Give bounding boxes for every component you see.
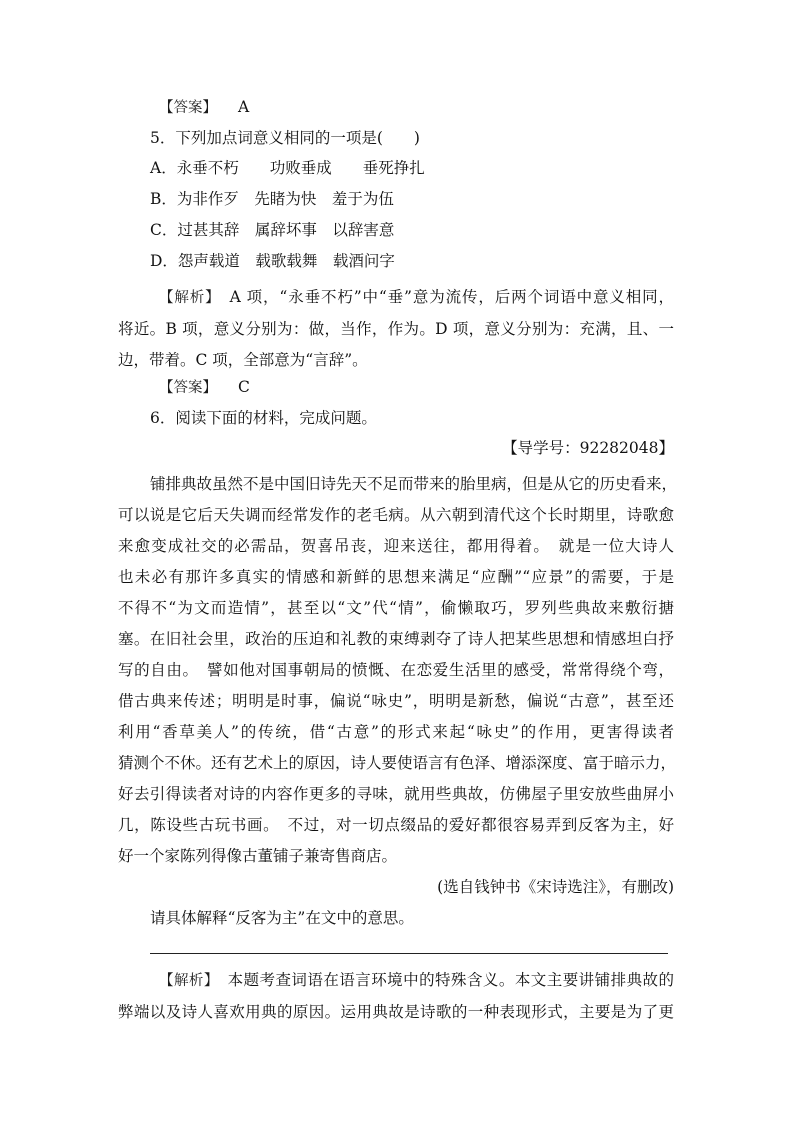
question-5-stem: 5．下列加点词意义相同的一项是( ) (150, 129, 420, 147)
analysis-label: 【解析】 (159, 290, 214, 306)
question-5-option-a: A．永垂不朽 功败垂成 垂死挣扎 (150, 159, 425, 177)
passage-source: (选自钱钟书《宋诗选注》，有删改) (437, 878, 674, 896)
passage-line: 不得不“为文而造情”，甚至以“文”代“情”，偷懒取巧，罗列些典故来敷衍搪 (118, 599, 674, 617)
passage-line: 好去引得读者对诗的内容作更多的寻味，就用些典故，仿佛屋子里安放些曲屏小 (118, 785, 674, 803)
answer-label: 【答案】 (159, 100, 217, 116)
passage-line: 塞。在旧社会里，政治的压迫和礼教的束缚剥夺了诗人把某些思想和情感坦白抒 (118, 630, 674, 648)
passage-line: 利用“香草美人”的传统，借“古意”的形式来起“咏史”的作用，更害得读者 (118, 723, 674, 741)
answer-blank-line (150, 953, 668, 954)
passage-line: 可以说是它后天失调而经常发作的老毛病。从六朝到清代这个长时期里，诗歌愈 (118, 506, 674, 524)
passage-line: 也未必有那许多真实的情感和新鲜的思想来满足“应酬”“应景”的需要，于是 (118, 568, 674, 586)
analysis-2-line-1: 【解析】 本题考查词语在语言环境中的特殊含义。本文主要讲铺排典故的 (159, 971, 674, 989)
question-5-option-c: C．过甚其辞 属辞坏事 以辞害意 (150, 221, 395, 239)
analysis-1-line-3: 边，带着。C 项，全部意为“言辞”。 (118, 351, 368, 369)
guide-number: 【导学号：92282048】 (502, 439, 674, 457)
passage-line: 借古典来传述；明明是时事，偏说“咏史”，明明是新愁，偏说“古意”，甚至还 (118, 692, 674, 710)
analysis-1 (118, 282, 674, 376)
passage-line: 来愈变成社交的必需品，贺喜吊丧，迎来送往，都用得着。 就是一位大诗人 (118, 537, 674, 555)
analysis-1-line-2: 将近。B 项，意义分别为：做，当作，作为。D 项，意义分别为：充满，且、一 (118, 320, 674, 338)
question-6-prompt: 请具体解释“反客为主”在文中的意思。 (150, 909, 414, 927)
passage-line: 铺排典故虽然不是中国旧诗先天不足而带来的胎里病，但是从它的历史看来， (150, 475, 678, 493)
question-5-option-d: D．怨声载道 载歌载舞 载酒问字 (150, 252, 395, 270)
passage-line: 好一个家陈列得像古董铺子兼寄售商店。 (118, 847, 398, 865)
reading-passage (118, 469, 678, 872)
passage-line: 猜测个不休。还有艺术上的原因，诗人要使语言有色泽、增添深度、富于暗示力， (118, 754, 677, 772)
passage-line: 写的自由。 譬如他对国事朝局的愤慨、在恋爱生活里的感受，常常得绕个弯， (118, 661, 674, 679)
analysis-2 (118, 965, 674, 1028)
analysis-label: 【解析】 (159, 973, 212, 989)
question-6-stem: 6．阅读下面的材料，完成问题。 (150, 409, 377, 427)
analysis-1-line-1: 【解析】 A 项，“永垂不朽”中“垂”意为流传，后两个词语中意义相同， (159, 288, 675, 306)
answer-1 (159, 97, 249, 118)
answer-label: 【答案】 (159, 380, 217, 396)
passage-line: 几，陈设些古玩书画。 不过，对一切点缀品的爱好都很容易弄到反客为主，好 (118, 816, 674, 834)
answer-2 (159, 377, 250, 398)
question-5-option-b: B．为非作歹 先睹为快 羞于为伍 (150, 190, 394, 208)
analysis-2-line-2: 弊端以及诗人喜欢用典的原因。运用典故是诗歌的一种表现形式，主要是为了更 (118, 1003, 674, 1021)
answer-value: C (237, 378, 250, 396)
answer-value: A (237, 98, 250, 116)
